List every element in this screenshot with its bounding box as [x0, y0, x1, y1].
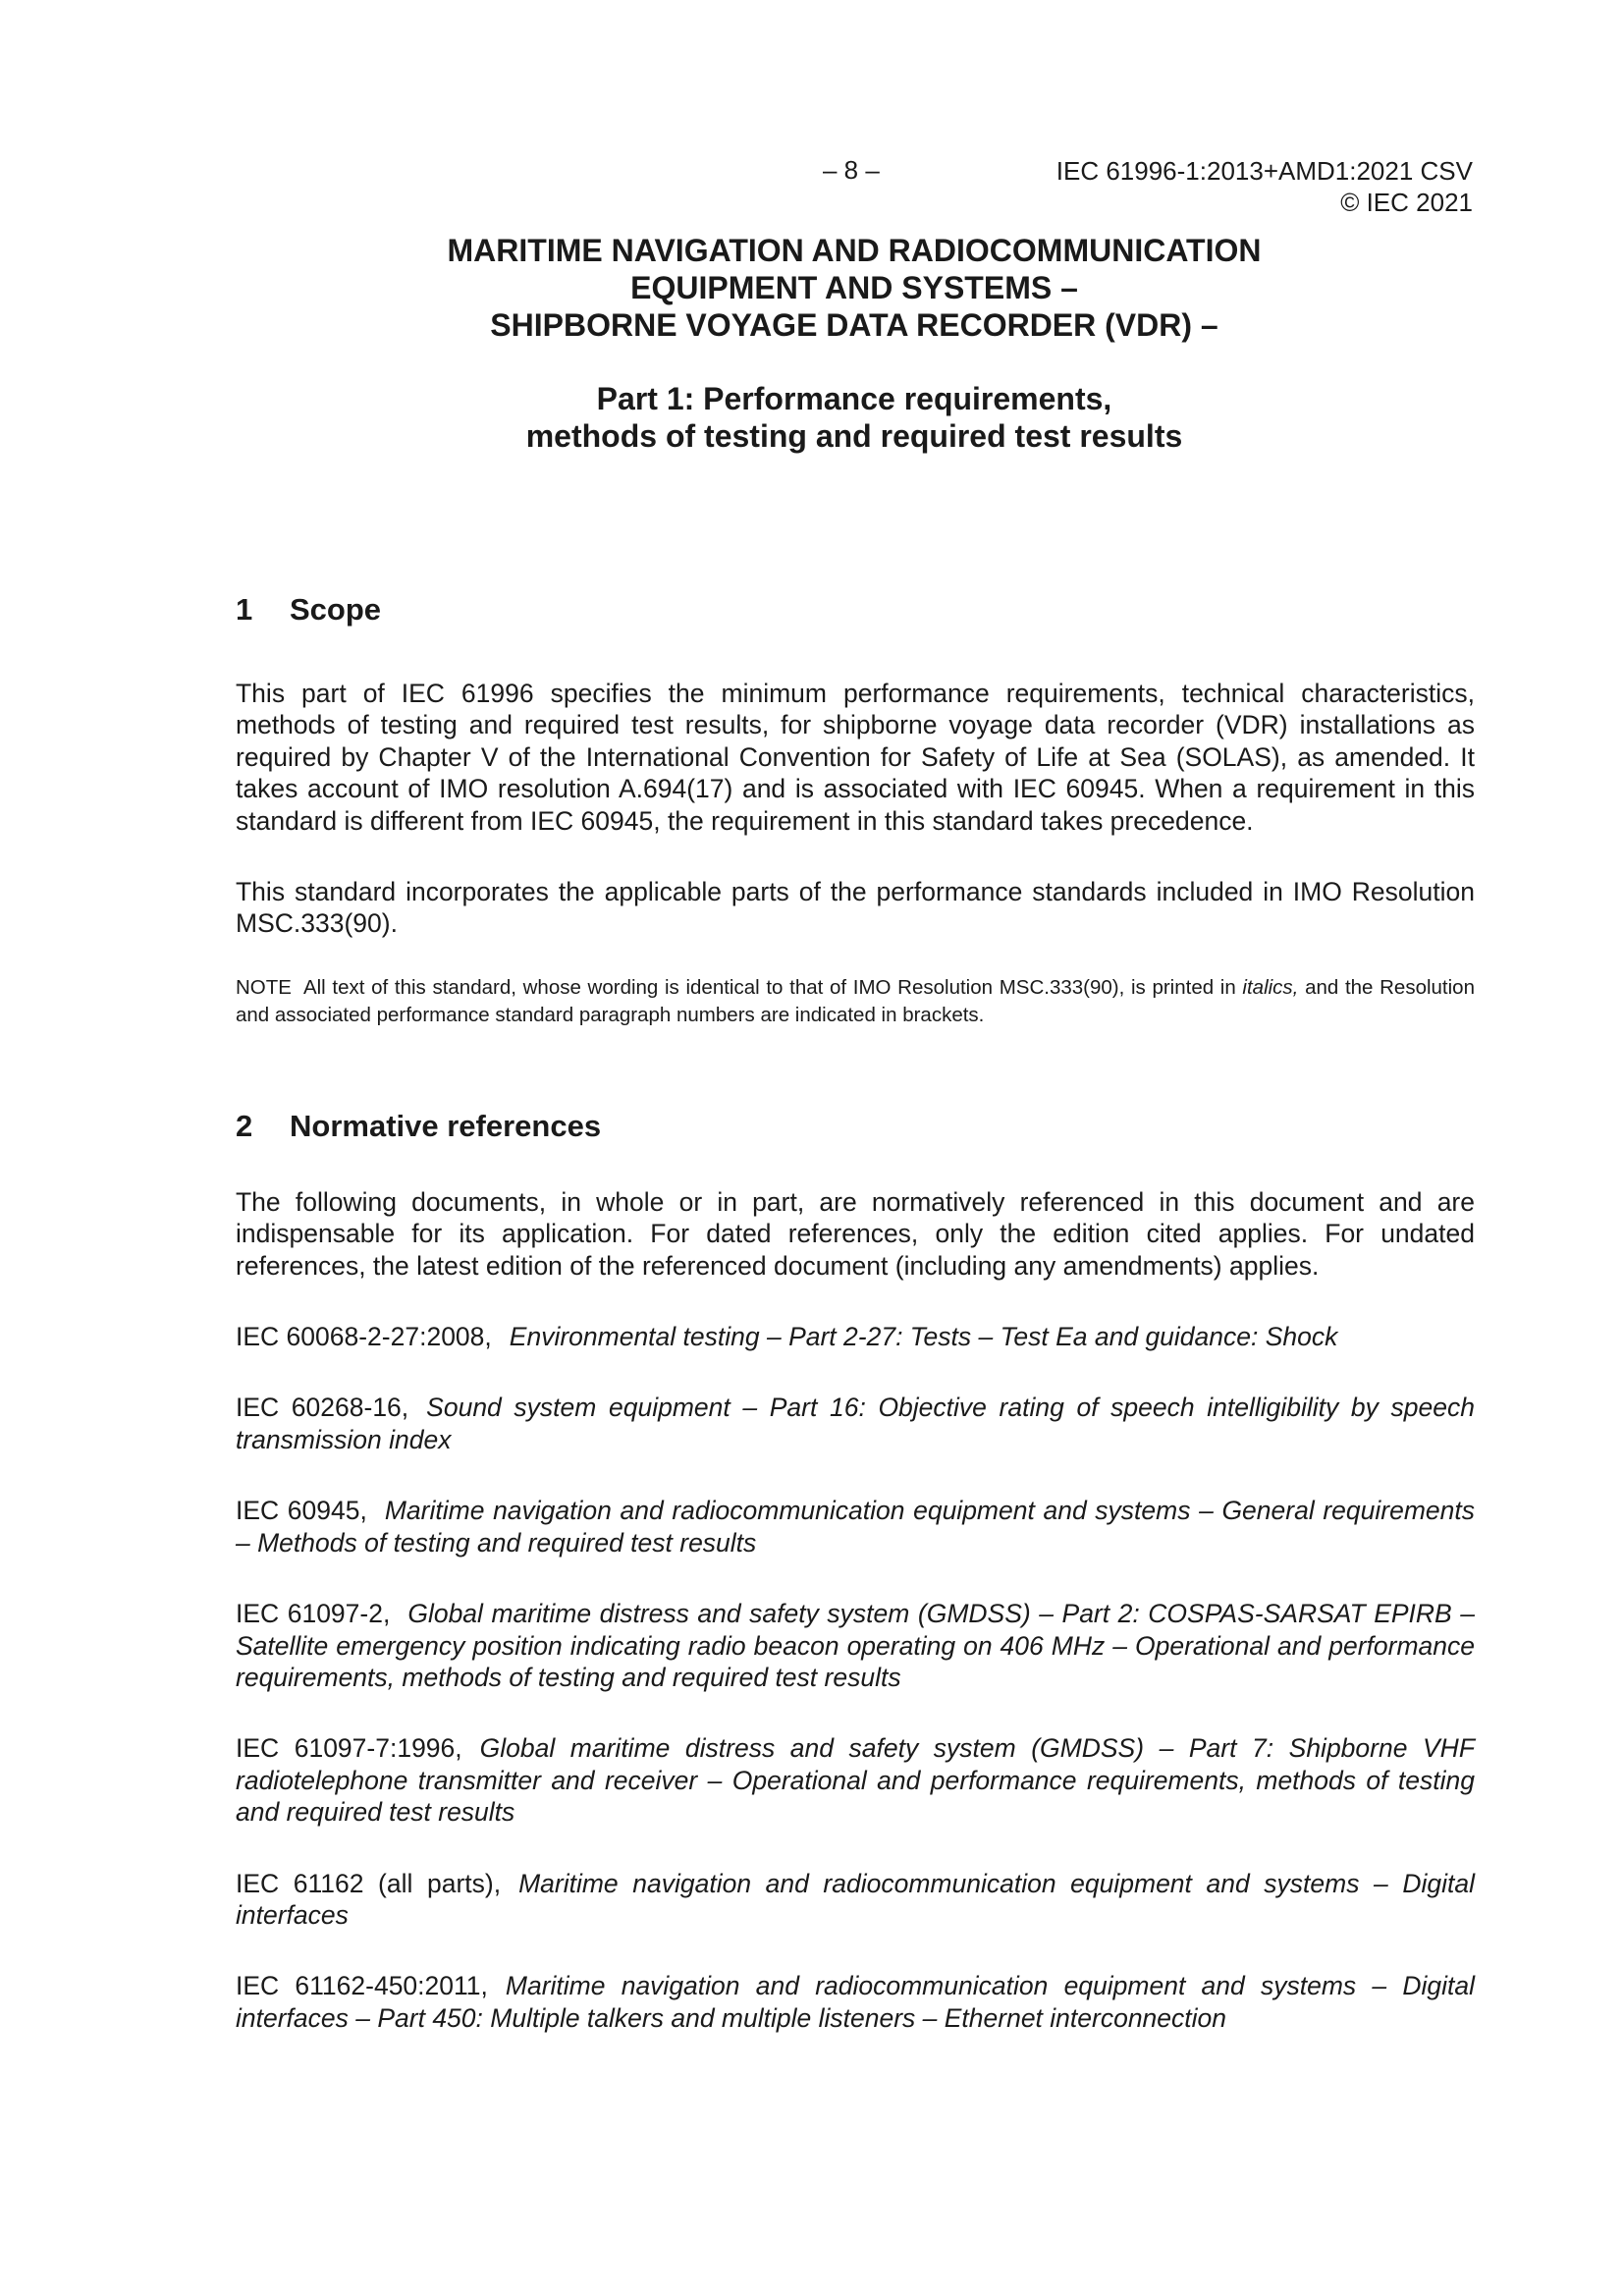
reference-title: Maritime navigation and radiocommunication equipment and systems – Digital interfaces – Part 450: Multiple talkers and multiple listeners – Ethernet interconnection	[236, 1971, 1475, 2033]
scope-paragraph-2: This standard incorporates the applicable parts of the performance standards included in IMO Resolution MSC.333(90).	[236, 877, 1475, 939]
reference-title: Environmental testing – Part 2-27: Tests – Test Ea and guidance: Shock	[509, 1322, 1338, 1352]
document-title	[236, 232, 1473, 344]
subtitle-line-2: methods of testing and required test results	[525, 418, 1183, 454]
document-identifier	[1056, 155, 1473, 218]
doc-id-text: IEC 61996-1:2013+AMD1:2021 CSV	[1055, 156, 1473, 186]
reference-title: Maritime navigation and radiocommunication equipment and systems – Digital interfaces	[236, 1868, 1475, 1930]
reference-entry	[236, 1868, 1475, 1932]
note-text-a: All text of this standard, whose wording is identical to that of IMO Resolution MSC.333(90), is printed in	[302, 975, 1236, 999]
note-italic-text: italics,	[1242, 975, 1299, 999]
section-number: 1	[236, 592, 253, 627]
reference-entry	[236, 1970, 1475, 2034]
section-heading-scope	[236, 591, 1475, 629]
document-subtitle	[236, 380, 1473, 455]
reference-entry	[236, 1598, 1475, 1693]
reference-id: IEC 61097-7:1996,	[236, 1733, 462, 1764]
reference-id: IEC 60268-16,	[236, 1393, 409, 1423]
reference-id: IEC 60068-2-27:2008,	[236, 1322, 492, 1352]
reference-entry	[236, 1392, 1475, 1455]
title-line-1: MARITIME NAVIGATION AND RADIOCOMMUNICATION	[447, 233, 1262, 268]
scope-note	[236, 974, 1475, 1029]
title-line-2: EQUIPMENT AND SYSTEMS –	[630, 270, 1078, 305]
page-number: – 8 –	[823, 155, 880, 185]
reference-entry	[236, 1495, 1475, 1558]
reference-id: IEC 60945,	[236, 1496, 367, 1526]
reference-title: Global maritime distress and safety system (GMDSS) – Part 2: COSPAS-SARSAT EPIRB – Satellite emergency position indicating radio beacon operating on 406 MHz – Operational and performance requirements, methods of testing and required test results	[236, 1599, 1475, 1692]
document-body	[236, 591, 1475, 2034]
reference-entry	[236, 1321, 1475, 1352]
section-title: Scope	[290, 592, 382, 627]
section-number: 2	[236, 1108, 253, 1143]
reference-id: IEC 61097-2,	[236, 1599, 391, 1629]
reference-title: Sound system equipment – Part 16: Objective rating of speech intelligibility by speech transmission index	[236, 1393, 1475, 1454]
copyright-text: © IEC 2021	[1340, 188, 1473, 217]
reference-title: Maritime navigation and radiocommunication equipment and systems – General requirements – Methods of testing and required test results	[236, 1496, 1475, 1558]
title-line-3: SHIPBORNE VOYAGE DATA RECORDER (VDR) –	[490, 307, 1218, 343]
scope-paragraph-1: This part of IEC 61996 specifies the minimum performance requirements, technical characteristics, methods of testing and required test results, for shipborne voyage data recorder (VDR) installations as required by Chapter V of the International Convention for Safety of Life at Sea (SOLAS), as amended. It takes account of IMO resolution A.694(17) and is associated with IEC 60945. When a requirement in this standard is different from IEC 60945, the requirement in this standard takes precedence.	[236, 679, 1475, 836]
section-heading-normative-references	[236, 1108, 1475, 1145]
reference-id: IEC 61162-450:2011,	[236, 1971, 488, 2001]
subtitle-line-1: Part 1: Performance requirements,	[596, 381, 1112, 416]
note-label: NOTE	[236, 975, 292, 999]
note-text-b: and the Resolution and associated performance standard paragraph numbers are indicated in brackets.	[236, 975, 1475, 1026]
references-intro: The following documents, in whole or in part, are normatively referenced in this document and are indispensable for its application. For dated references, only the edition cited applies. For undated references, the latest edition of the referenced document (including any amendments) applies.	[236, 1186, 1475, 1281]
section-title: Normative references	[290, 1108, 602, 1143]
reference-id: IEC 61162 (all parts),	[236, 1868, 502, 1898]
reference-entry	[236, 1732, 1475, 1828]
reference-title: Global maritime distress and safety system (GMDSS) – Part 7: Shipborne VHF radiotelephone transmitter and receiver – Operational and performance requirements, methods of testing and required test results	[236, 1733, 1476, 1828]
